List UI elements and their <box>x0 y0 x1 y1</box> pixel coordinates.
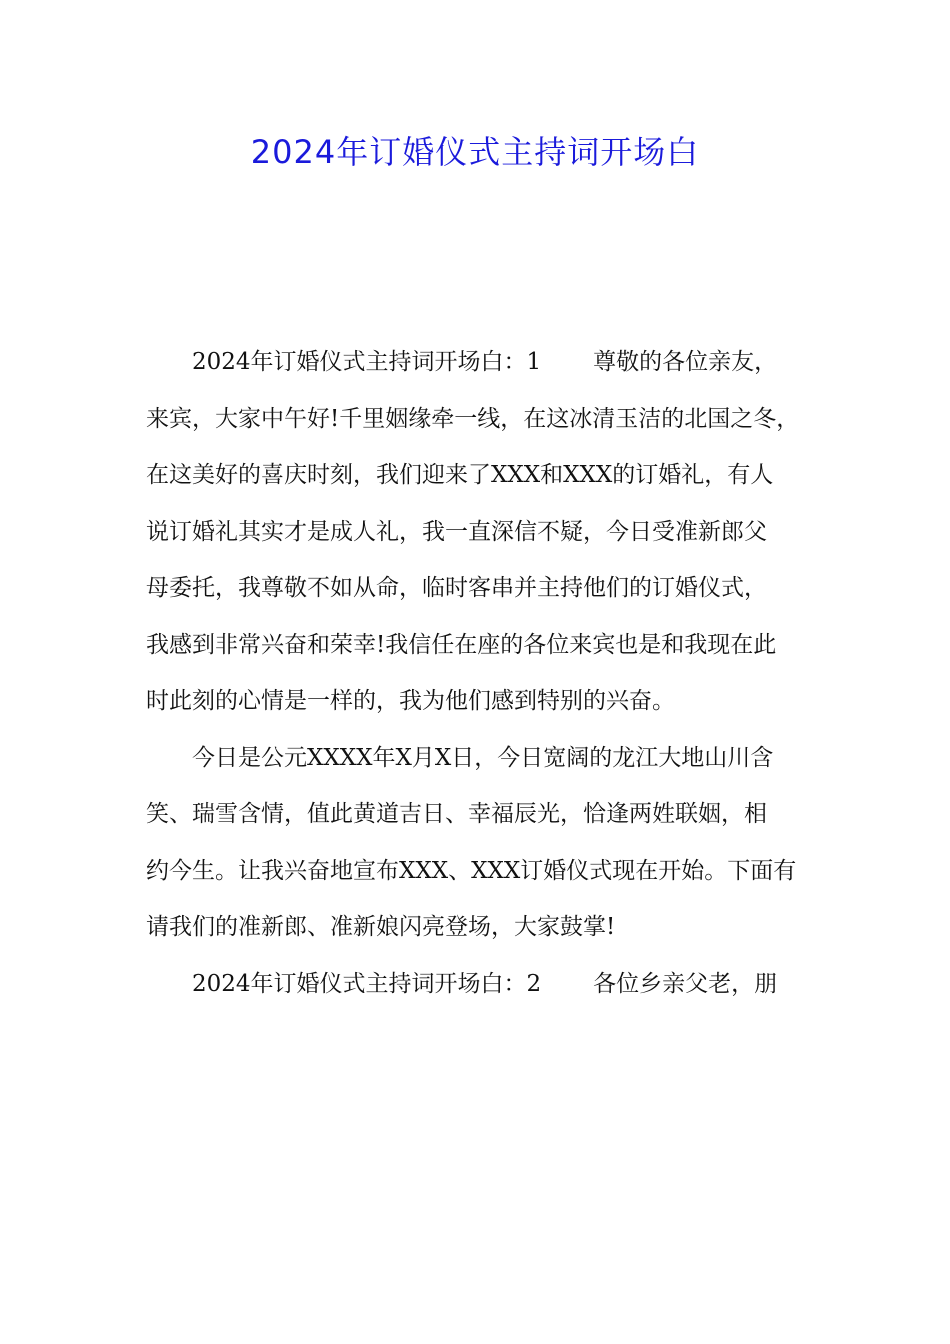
text-line <box>146 560 826 617</box>
text-line <box>146 786 826 843</box>
text-segment: 2024年订婚仪式主持词开场白：1 <box>192 349 542 375</box>
text-line <box>146 730 826 787</box>
text-line <box>146 617 826 674</box>
text-segment: 请我们的准新郎、准新娘闪亮登场，大家鼓掌! <box>146 914 616 940</box>
paragraph <box>146 334 826 730</box>
text-line <box>146 673 826 730</box>
text-line <box>146 391 826 448</box>
text-segment: 今日是公元XXXX年X月X日，今日宽阔的龙江大地山川含 <box>192 744 774 771</box>
text-segment: 母委托，我尊敬不如从命，临时客串并主持他们的订婚仪式， <box>146 575 767 601</box>
text-line <box>146 899 826 956</box>
text-segment: 各位乡亲父老，朋 <box>593 970 778 997</box>
text-segment: 时此刻的心情是一样的，我为他们感到特别的兴奋。 <box>146 688 675 714</box>
text-line <box>146 504 826 561</box>
paragraph <box>146 730 826 956</box>
text-line <box>146 843 826 900</box>
text-segment: 我感到非常兴奋和荣幸!我信任在座的各位来宾也是和我现在此 <box>146 631 777 658</box>
text-segment: 在这美好的喜庆时刻，我们迎来了XXX和XXX的订婚礼，有人 <box>146 462 774 488</box>
text-segment: 来宾，大家中午好!千里姻缘牵一线，在这冰清玉洁的北国之冬， <box>146 405 800 432</box>
paragraph <box>146 956 826 1013</box>
text-line <box>146 447 826 504</box>
text-segment: 说订婚礼其实才是成人礼，我一直深信不疑，今日受准新郎父 <box>146 518 767 545</box>
text-segment: 笑、瑞雪含情，值此黄道吉日、幸福辰光，恰逢两姓联姻，相 <box>146 801 767 827</box>
text-line <box>146 956 826 1013</box>
text-segment: 2024年订婚仪式主持词开场白：2 <box>192 970 542 997</box>
text-line <box>146 334 826 391</box>
text-segment: 约今生。让我兴奋地宣布XXX、XXX订婚仪式现在开始。下面有 <box>146 857 797 884</box>
text-segment: 尊敬的各位亲友， <box>593 349 778 375</box>
document-title: 2024年订婚仪式主持词开场白 <box>250 133 700 171</box>
document-body <box>146 334 826 1012</box>
